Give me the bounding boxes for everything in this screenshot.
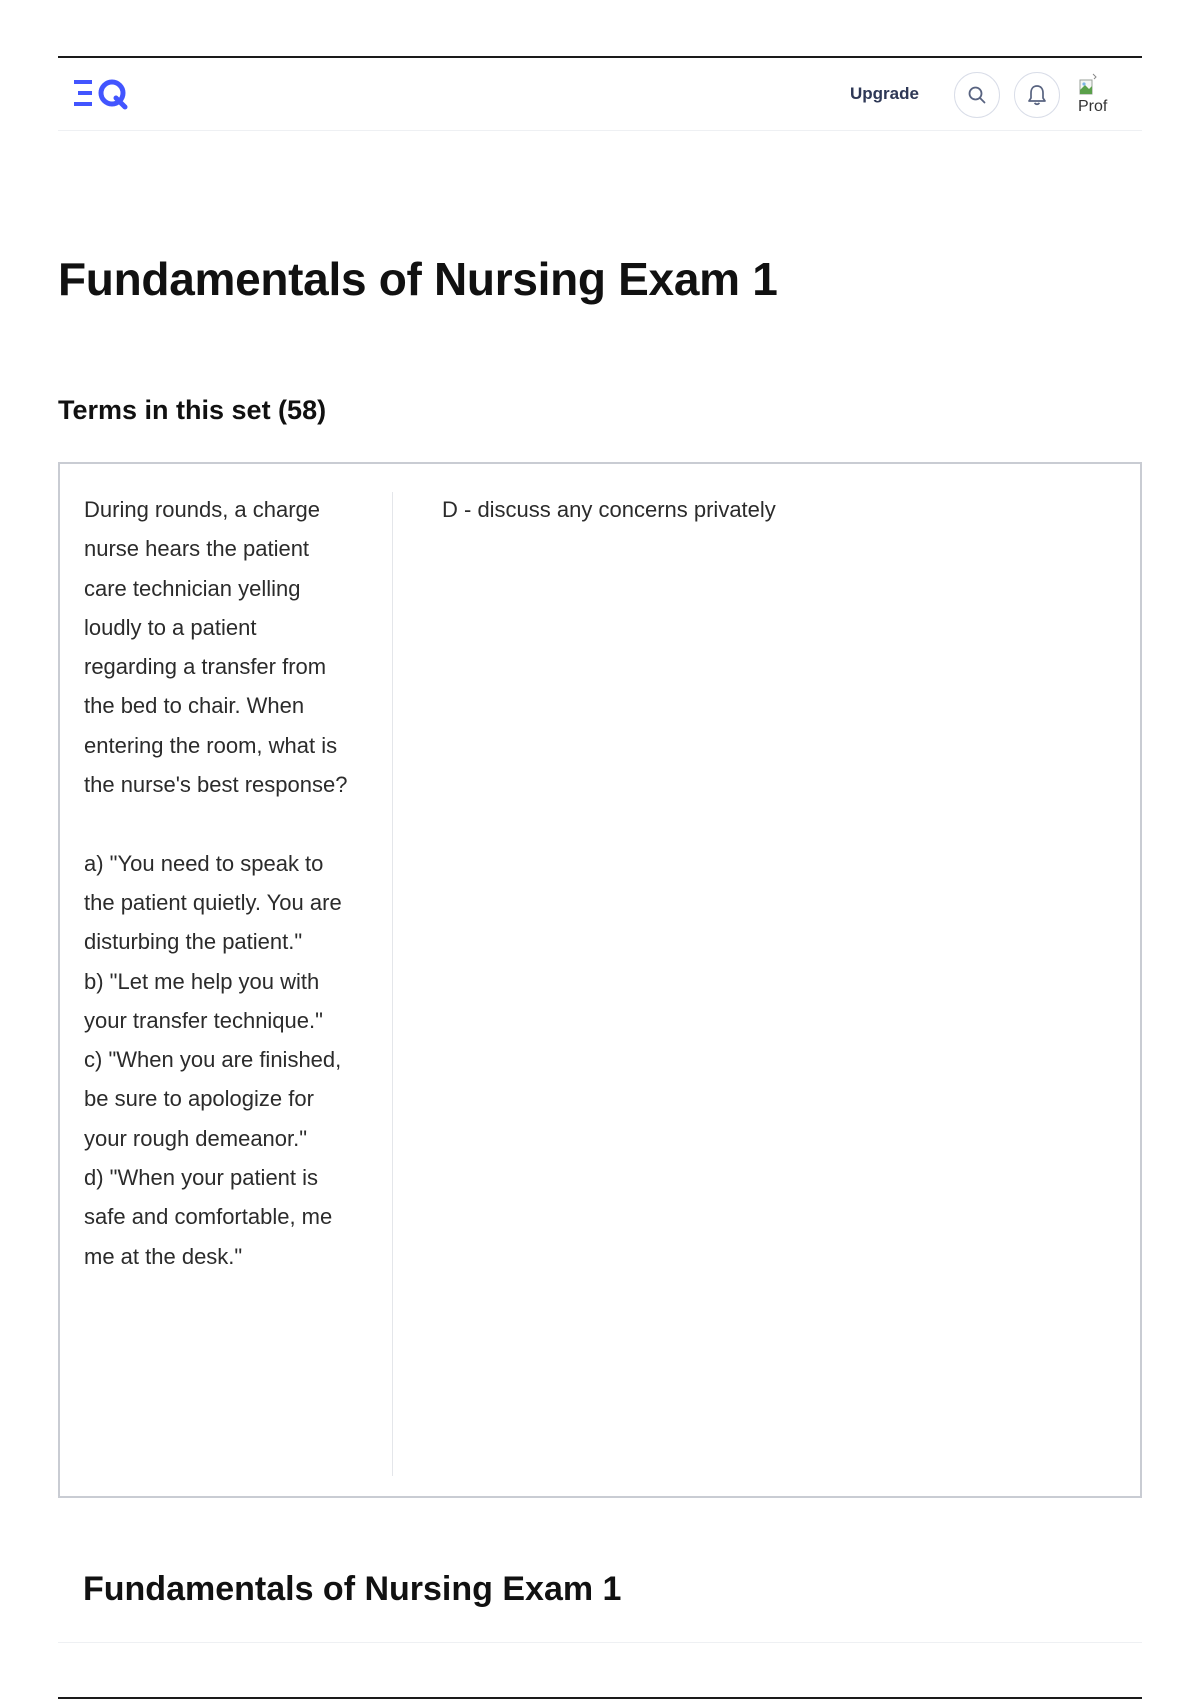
flashcard-term-row bbox=[58, 462, 1142, 1498]
card-divider bbox=[392, 492, 393, 1476]
search-icon bbox=[967, 85, 987, 105]
footer-divider bbox=[58, 1642, 1142, 1643]
footer-set-title[interactable]: Fundamentals of Nursing Exam 1 bbox=[83, 1570, 622, 1608]
avatar-alt-text: Prof bbox=[1078, 98, 1108, 115]
brand-logo-icon[interactable] bbox=[74, 76, 134, 112]
notifications-button[interactable] bbox=[1014, 72, 1060, 118]
top-navigation-bar bbox=[58, 58, 1142, 131]
broken-image-icon bbox=[1076, 72, 1104, 98]
bottom-rule bbox=[58, 1697, 1142, 1699]
search-button[interactable] bbox=[954, 72, 1000, 118]
terms-count-heading: Terms in this set (58) bbox=[58, 395, 327, 425]
page-title: Fundamentals of Nursing Exam 1 bbox=[58, 253, 778, 305]
definition-text: D - discuss any concerns privately bbox=[442, 497, 776, 522]
upgrade-link[interactable]: Upgrade bbox=[850, 84, 919, 103]
bell-icon bbox=[1027, 84, 1047, 106]
term-text: During rounds, a charge nurse hears the patient care technician yelling loudly to a patient regarding a transfer from the bed to chair. When entering the room, what is the nurse's best response? a) "You need to speak to the patient quietly. You are disturbing the patient." b) "Let me help you with your transfer technique." c) "When you are finished, be sure to apologize for your rough demeanor." d) "When your patient is safe and comfortable, me me at the desk." bbox=[84, 497, 348, 1269]
profile-avatar[interactable] bbox=[1074, 72, 1126, 120]
